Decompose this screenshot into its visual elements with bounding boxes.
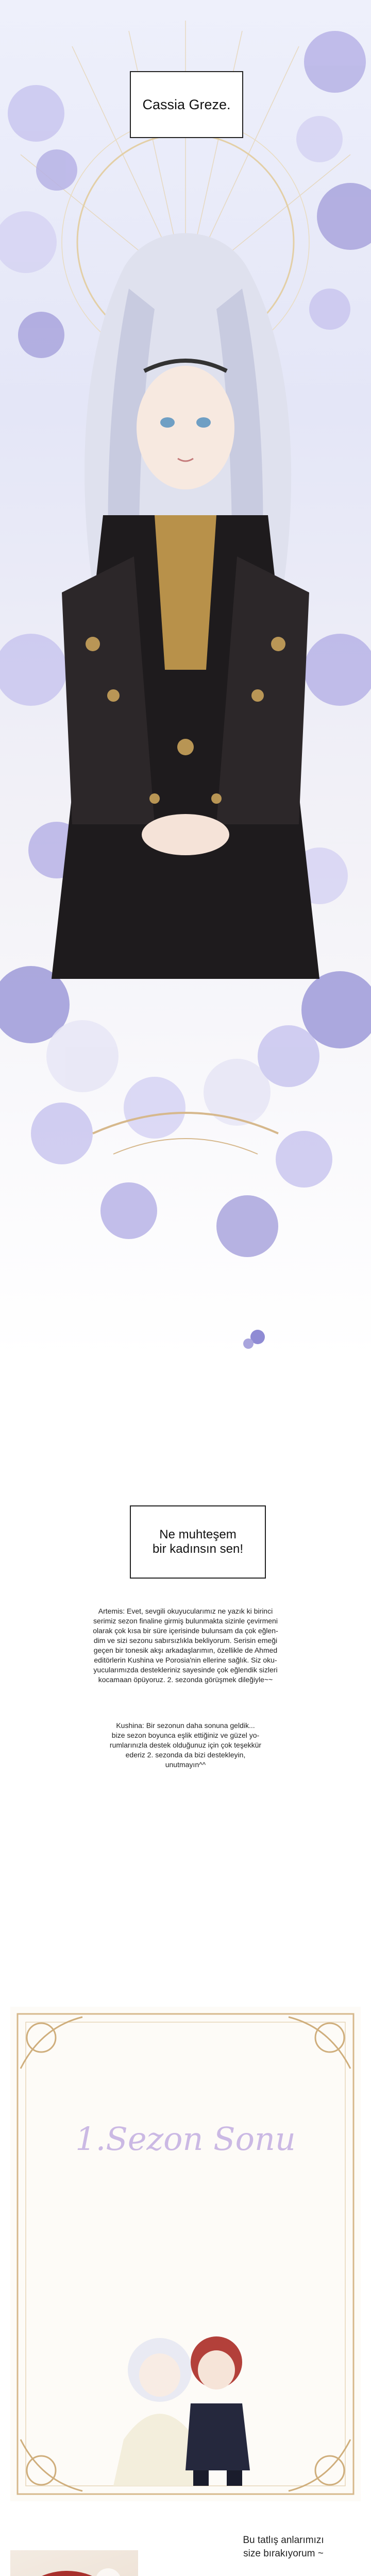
face xyxy=(137,366,234,489)
caption-cassia-text: Cassia Greze. xyxy=(142,96,231,112)
season-end-frame xyxy=(10,2007,361,2501)
note-line: yucularımızda destekleriniz sayesinde çok eğlendik sizleri xyxy=(93,1666,278,1674)
note-line: unutmayın^^ xyxy=(165,1760,206,1769)
note-line: dim ve sizi sezonu sabırsızlıkla bekliyorum. Serisin emeği xyxy=(93,1636,278,1645)
teaser-caption xyxy=(206,2534,361,2561)
panel-red-hair-boy-art xyxy=(10,2550,138,2576)
note-line: Kushina: Bir sezonun daha sonuna geldik... xyxy=(116,1721,255,1730)
caption-cassia xyxy=(130,71,243,138)
note-line: Artemis: Evet, sevgili okuyucularımız ne yazık ki birinci xyxy=(98,1607,273,1615)
note-line: bize sezon boyunca eşlik ettiğiniz ve güzel yo- xyxy=(111,1731,260,1739)
author-note-artemis xyxy=(72,1606,299,1685)
note-line: rumlarınızla destek olduğunuz için çok teşekkür xyxy=(109,1741,262,1749)
teaser-line1: Bu tatlış anlarımızı xyxy=(243,2535,324,2546)
note-line: serimiz sezon finaline girmiş bulunmakta sizinle çevirmeni xyxy=(93,1617,278,1625)
caption-magnificent xyxy=(130,1505,266,1579)
note-line: geçen bir tonesik akşı arkadaşlarımın, özellikle de Ahmed xyxy=(93,1646,278,1654)
caption-magnificent-line2: bir kadınsın sen! xyxy=(152,1542,244,1556)
panel-red-hair-boy xyxy=(10,2550,138,2576)
teaser-line2: size bırakıyorum ~ xyxy=(243,2548,324,2559)
note-line: kocamaan öpüyoruz. 2. sezonda görüşmek dileğiyle~~ xyxy=(98,1675,273,1684)
ornate-frame xyxy=(10,2007,361,2501)
note-line: olarak çok kısa bir süre içerisinde bulunsam da çok eğlen- xyxy=(93,1626,278,1635)
caption-magnificent-line1: Ne muhteşem xyxy=(159,1528,237,1541)
season-end-title: 1.Sezon Sonu xyxy=(75,2120,296,2158)
note-line: editörlerin Kushina ve Porosia'nin ellerine sağlık. Siz oku- xyxy=(94,1656,277,1664)
author-note-kushina xyxy=(72,1721,299,1770)
chibi-characters xyxy=(113,2336,250,2486)
note-line: ederiz 2. sezonda da bizi destekleyin, xyxy=(125,1751,246,1759)
